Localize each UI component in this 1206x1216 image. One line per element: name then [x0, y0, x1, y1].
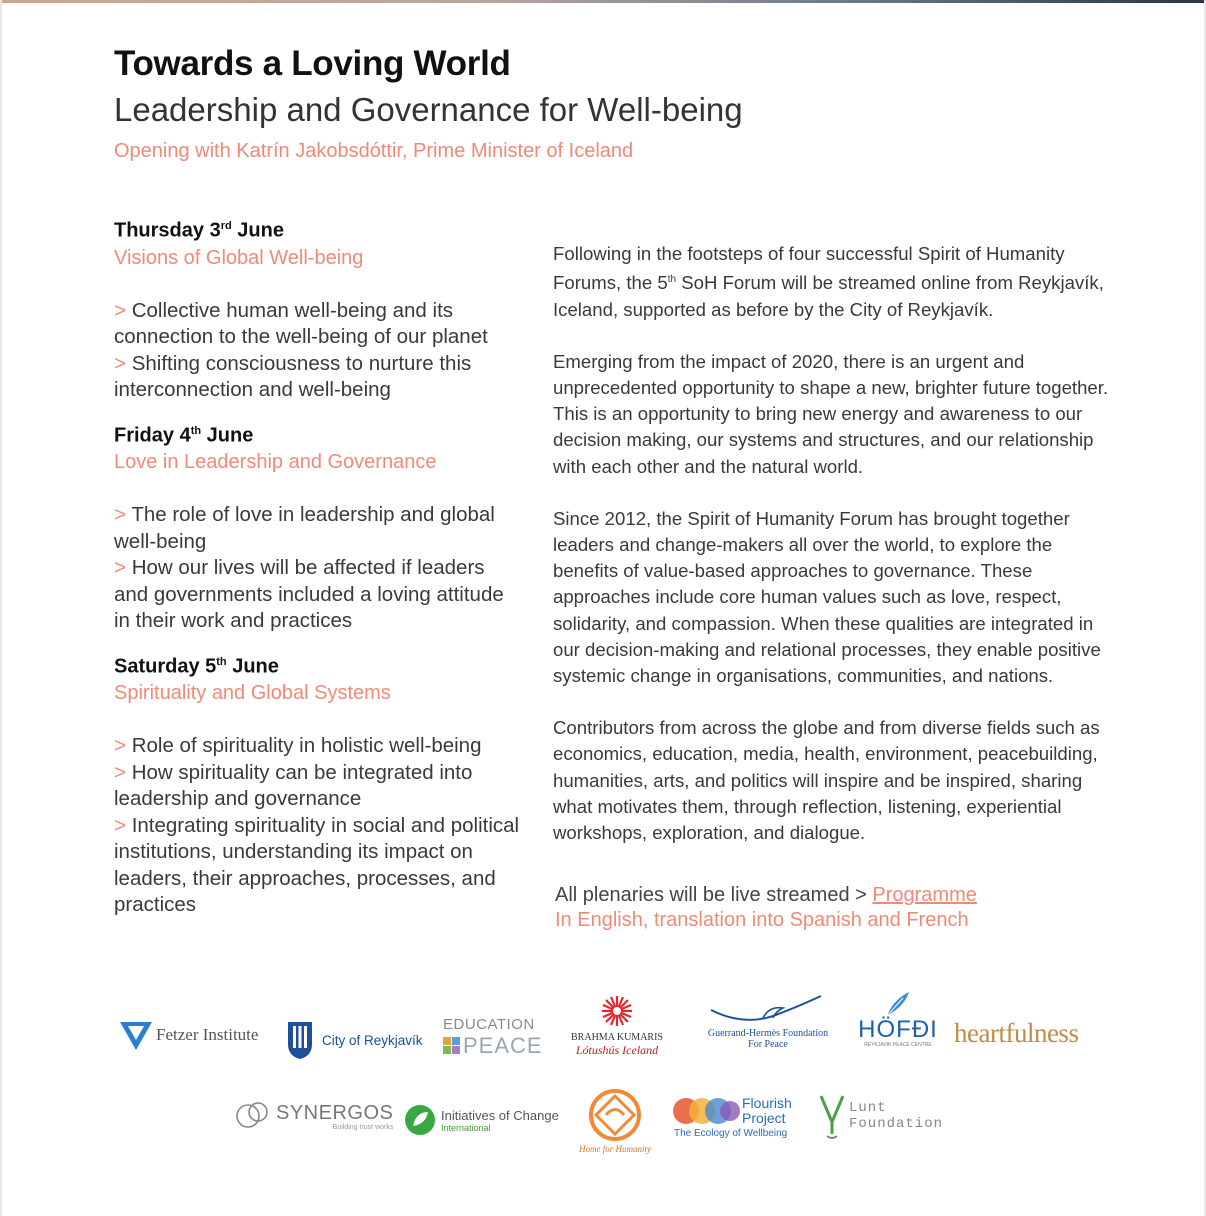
fetzer-logo: Fetzer Institute [118, 1018, 258, 1052]
history-paragraph: Since 2012, the Spirit of Humanity Forum has brought together leaders and change-makers all over the world, to explore the benefits of value-based approaches to governance. These approaches include core human values such as love, respect, solidarity, and compassion. When these qualities are integrated in our decision-making and relational processes, they enable positive systemic change in organisations, communities, and nations. [553, 507, 1101, 687]
lunt-text: Lunt Foundation [849, 1100, 944, 1132]
leaf-circle-icon [404, 1104, 436, 1136]
reykjavik-crest-icon [286, 1020, 314, 1060]
flourish-tagline: The Ecology of Wellbeing [674, 1128, 788, 1139]
education-peace-row: PEACE [443, 1033, 543, 1059]
synergos-text: SYNERGOS Building trust works [276, 1101, 394, 1131]
brahma-kumaris-logo: BRAHMA KUMARIS Lótushús Iceland [555, 994, 679, 1058]
day-heading: Friday 4th June [114, 424, 254, 447]
ioc-text: Initiatives of Change International [441, 1107, 559, 1133]
color-squares-icon [443, 1037, 461, 1055]
flourish-project-logo [672, 1096, 792, 1126]
list-item: > Shifting consciousness to nurture this interconnection and well-being [114, 351, 472, 402]
page-border-left [0, 0, 2, 1216]
page-title: Towards a Loving World [114, 44, 511, 83]
topic-list [114, 733, 524, 919]
schedule-column [114, 213, 524, 933]
interlocking-rings-icon [234, 1098, 272, 1134]
heartfulness-logo: heartfulness [954, 1018, 1079, 1048]
day-heading: Thursday 3rd June [114, 219, 284, 242]
contributors-paragraph: Contributors from across the globe and from diverse fields such as economics, education, media, health, environment, peacebuilding, humanities, arts, and politics will inspire and be inspired, sharing what motivates them, through reflection, listening, experiential workshops, exploration, and dialogue. [553, 717, 1100, 844]
programme-link[interactable]: Programme [872, 884, 977, 906]
chevron-right-icon: > [114, 760, 126, 784]
list-item: > Role of spirituality in holistic well-being [114, 734, 482, 758]
stream-text: All plenaries will be live streamed > [555, 884, 873, 906]
list-item: > Collective human well-being and its connection to the well-being of our planet [114, 298, 488, 349]
context-paragraph: Emerging from the impact of 2020, there is an urgent and unprecedented opportunity to shape a new, brighter future together. This is an opportunity to bring new energy and awareness to our decision making, our systems and structures, and our relationship with each other and the natural world. [553, 350, 1109, 477]
reykjavik-logo: City of Reykjavík [286, 1020, 423, 1060]
lunt-foundation-logo [817, 1092, 943, 1140]
day-theme: Spirituality and Global Systems [114, 682, 391, 705]
starburst-icon [600, 994, 634, 1028]
synergos-logo [234, 1098, 393, 1134]
home-for-humanity-logo: Home for Humanity [569, 1088, 661, 1154]
chevron-right-icon: > [114, 298, 126, 322]
feather-icon [883, 990, 913, 1018]
chevron-right-icon: > [114, 734, 126, 758]
dove-swoosh-icon [703, 992, 833, 1028]
guerrand-hermes-logo: Guerrand-Hermès Foundation For Peace [690, 992, 846, 1050]
hofdi-logo: HÖFÐI REYKJAVIK PEACE CENTRE [857, 990, 939, 1048]
page-subtitle: Leadership and Governance for Well-being [114, 91, 743, 128]
day-friday [114, 418, 524, 635]
chevron-right-icon: > [114, 351, 126, 375]
opening-speaker: Opening with Katrín Jakobsdóttir, Prime Minister of Iceland [114, 140, 634, 162]
sprout-icon [817, 1092, 847, 1140]
day-heading: Saturday 5th June [114, 655, 279, 678]
chevron-right-icon: > [114, 556, 126, 580]
topic-list [114, 502, 524, 635]
language-info: In English, translation into Spanish and French [555, 909, 969, 931]
day-theme: Visions of Global Well-being [114, 246, 364, 269]
list-item: > How spirituality can be integrated into leadership and governance [114, 760, 473, 811]
topic-list [114, 298, 524, 404]
top-gradient-bar [0, 0, 1206, 3]
flourish-text: Flourish Project [742, 1095, 792, 1126]
chevron-right-icon: > [114, 503, 126, 527]
list-item: > Integrating spirituality in social and political institutions, understanding its impact on leaders, their approaches, processes, and practices [114, 813, 520, 917]
overlapping-circles-icon [672, 1096, 742, 1126]
diamond-hands-icon [588, 1088, 642, 1142]
day-saturday [114, 649, 524, 919]
fetzer-mark-icon [118, 1018, 154, 1052]
streaming-info [555, 883, 977, 933]
education-peace-logo: EDUCATION PEACE [443, 1016, 543, 1058]
description-column [553, 241, 1113, 872]
list-item: > The role of love in leadership and global well-being [114, 503, 495, 553]
day-theme: Love in Leadership and Governance [114, 451, 437, 474]
initiatives-of-change-logo [404, 1104, 559, 1136]
list-item: > How our lives will be affected if leaders and governments included a loving attitude in their work and practices [114, 556, 504, 633]
chevron-right-icon: > [114, 813, 126, 837]
intro-paragraph: Following in the footsteps of four successful Spirit of Humanity Forums, the 5th SoH Forum will be streamed online from Reykjavík, Iceland, supported as before by the City of Reykjavík. [553, 243, 1104, 320]
day-thursday [114, 213, 524, 404]
